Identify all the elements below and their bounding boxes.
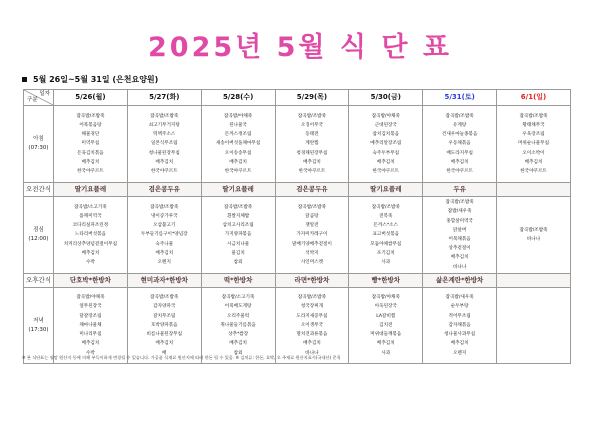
- menu-item: 순두부탕: [450, 304, 469, 310]
- corner-cell: [24, 90, 54, 106]
- menu-item: 비름나물된장무침: [146, 332, 183, 338]
- menu-item: 참치김치볶음: [372, 132, 400, 138]
- menu-item: 계란찜: [305, 141, 319, 147]
- meal-label: [24, 274, 54, 288]
- meal-label-line: 아침: [33, 136, 44, 142]
- menu-item: 참외: [233, 260, 243, 265]
- menu-cell: [54, 106, 128, 183]
- menu-item: 잡곡밥/조밥죽: [519, 227, 548, 233]
- menu-item: 현미과자*한방차: [140, 275, 188, 284]
- meal-label-line: 오전간식: [25, 185, 52, 193]
- meal-row: [24, 288, 571, 364]
- day-header: 5/29(목): [275, 90, 349, 106]
- menu-item: 말배기양배추겉절이: [291, 241, 332, 247]
- menu-item: 잡곡밥/새우죽: [445, 295, 474, 301]
- menu-item: 배추김치: [229, 159, 247, 165]
- menu-item: 얼무된장국: [79, 304, 102, 310]
- menu-item: 유계탕: [452, 122, 467, 128]
- menu-item: 우동채볶음: [448, 141, 471, 147]
- menu-item: 한국야쿠르트: [520, 169, 547, 174]
- menu-item: 어묵배도게탕: [224, 304, 252, 310]
- menu-item: 잡곡밥/조밥죽: [150, 295, 179, 301]
- menu-item: 청국장찌개: [300, 304, 324, 310]
- menu-item: 청나물사과무침: [444, 332, 476, 338]
- menu-cell: [497, 288, 571, 364]
- day-header: 5/28(수): [201, 90, 275, 106]
- menu-cell: [201, 197, 275, 274]
- menu-item: 잡곡밥/소고기죽: [221, 295, 255, 301]
- menu-cell: [423, 288, 497, 364]
- menu-item: 청나물된장무침: [148, 150, 180, 156]
- menu-item: 두유: [453, 184, 466, 193]
- menu-cell: [275, 106, 349, 183]
- menu-item: 돈육김치볶음: [77, 150, 104, 156]
- menu-item: 된나물국: [229, 122, 247, 128]
- menu-item: 전복죽: [379, 213, 393, 219]
- day-header: 5/30(금): [349, 90, 423, 106]
- menu-item: 잡곡밥/조밥죽: [297, 204, 327, 210]
- menu-item: 배추김치: [450, 341, 469, 347]
- menu-item: 모둠야채쌈무침: [370, 241, 402, 247]
- menu-item: 배추김치: [155, 250, 174, 256]
- menu-item: 바나나: [526, 237, 541, 242]
- menu-item: 단호박*한방차: [69, 275, 111, 284]
- day-header: 5/27(화): [127, 90, 201, 106]
- menu-item: 잡곡밥/조밥죽: [297, 113, 327, 119]
- menu-item: 김치전: [379, 322, 393, 328]
- menu-item: 느타리버섯볶음: [74, 232, 106, 238]
- menu-item: 감자양파국: [153, 304, 176, 310]
- day-header-sunday: 6/1(일): [497, 90, 571, 106]
- menu-item: 어묵볶음탕: [79, 122, 102, 128]
- menu-item: 잡곡밥/야채죽: [371, 295, 400, 301]
- menu-item: 바나나: [305, 350, 319, 356]
- menu-item: 삶은계란*한방차: [435, 275, 484, 284]
- menu-item: 빵*한방차: [371, 275, 401, 284]
- menu-item: 머위순나물무침: [517, 141, 550, 147]
- menu-item: 잡곡밥/조밥죽: [519, 113, 548, 119]
- menu-body: [24, 106, 571, 364]
- menu-item: 오이소박이: [522, 150, 545, 156]
- menu-item: 포기김치: [376, 250, 395, 256]
- day-header: 5/26(월): [54, 90, 128, 106]
- menu-item: 잡곡밥/조밥죽: [150, 113, 179, 119]
- menu-item: 틀깨미역국: [79, 213, 102, 219]
- snack-row: [24, 183, 571, 197]
- menu-item: 갈치무조림: [153, 313, 176, 319]
- menu-cell: [497, 197, 571, 274]
- menu-item: 닭곰탕: [305, 213, 319, 219]
- menu-item: 사인머스켓: [300, 260, 324, 265]
- menu-item: 배추김치: [303, 341, 321, 347]
- menu-item: 오이송송무침: [224, 150, 252, 156]
- menu-table: [23, 89, 571, 364]
- menu-item: 숙주나물: [155, 241, 174, 247]
- menu-item: 사과: [381, 350, 391, 356]
- menu-item: 배추김치: [450, 159, 469, 165]
- menu-item: 배추김치: [155, 159, 174, 165]
- menu-item: 딸기요플레: [370, 184, 402, 193]
- menu-cell: [423, 197, 497, 274]
- date-header-row: [24, 90, 571, 106]
- menu-cell: [497, 274, 571, 288]
- meal-label-line: 저녁: [33, 317, 44, 324]
- menu-cell: [349, 274, 423, 288]
- menu-item: 검은콩두유: [148, 184, 180, 193]
- menu-item: 배추김치: [155, 341, 174, 347]
- menu-item: 떡맥주소스: [153, 132, 176, 138]
- menu-item: 물김치: [231, 250, 245, 256]
- menu-item: 배추김치: [229, 341, 247, 347]
- menu-item: 쇠고기무거지탕: [148, 122, 180, 128]
- menu-item: 라면*한방차: [294, 275, 330, 284]
- meal-row: [24, 197, 571, 274]
- menu-item: 오이생무국: [300, 322, 324, 328]
- menu-item: 적어무조림: [448, 313, 471, 319]
- menu-item: 두부들기름구이*양념장: [140, 232, 188, 238]
- menu-item: 잡밥/새우죽: [447, 209, 472, 215]
- day-header-saturday: 5/31(토): [423, 90, 497, 106]
- menu-cell: [423, 183, 497, 197]
- menu-cell: [201, 274, 275, 288]
- menu-cell: [423, 274, 497, 288]
- menu-item: 배추김치: [450, 255, 469, 261]
- meal-label: [24, 106, 54, 183]
- menu-item: 청경채된장무침: [296, 150, 328, 156]
- menu-item: 돈까스*소스: [373, 223, 399, 229]
- menu-item: 미나리무침: [79, 332, 102, 338]
- menu-item: 잡곡밥/조밥죽: [297, 295, 327, 301]
- menu-item: 한국야쿠르트: [150, 169, 178, 174]
- menu-cell: [54, 274, 128, 288]
- menu-item: 검은콩두유: [296, 184, 328, 193]
- menu-item: 잡곡밥/조밥죽: [445, 113, 474, 119]
- menu-item: 호박양파볶음: [150, 322, 178, 328]
- menu-item: 사과: [381, 260, 391, 265]
- menu-item: 한국야쿠르트: [77, 169, 104, 174]
- menu-item: 오렌지: [452, 350, 467, 356]
- menu-item: 참외: [233, 350, 243, 356]
- menu-cell: [54, 183, 128, 197]
- menu-item: 배추김치: [81, 159, 100, 165]
- menu-item: 돈까스정조림: [224, 132, 252, 138]
- menu-item: 흰쌀지체밥: [227, 213, 250, 219]
- menu-item: 잡곡밥/소고기죽: [74, 204, 107, 210]
- page-title: 2025년 5월 식 단 표: [148, 32, 452, 63]
- menu-item: 어묵채볶음: [448, 237, 471, 242]
- menu-cell: [201, 106, 275, 183]
- menu-item: 황태채무국: [522, 122, 545, 128]
- menu-item: 잡곡밥/조밥죽: [150, 204, 179, 210]
- menu-cell: [275, 197, 349, 274]
- menu-item: 배도라지무침: [446, 150, 473, 156]
- menu-item: 가지양파볶음: [224, 232, 252, 238]
- menu-cell: [349, 197, 423, 274]
- menu-item: 잡곡밥/조밥죽: [371, 204, 400, 210]
- menu-cell: [201, 183, 275, 197]
- menu-cell: [349, 183, 423, 197]
- menu-item: 배추김치: [81, 250, 100, 256]
- meal-label-line: (17:30): [28, 326, 49, 333]
- menu-item: 숙주두부무침: [372, 150, 400, 156]
- meal-label-line: (07:30): [28, 145, 49, 151]
- menu-item: 치커리상추양념겉절이무침: [63, 241, 118, 247]
- menu-item: 감자채볶음: [448, 322, 471, 328]
- menu-item: 수박: [85, 350, 95, 356]
- menu-item: 한국야쿠르트: [446, 169, 473, 174]
- menu-item: 배추김치: [376, 341, 395, 347]
- menu-item: 오징어무국: [300, 122, 324, 128]
- menu-cell: [127, 197, 201, 274]
- meal-label: [24, 288, 54, 364]
- menu-cell: [275, 183, 349, 197]
- menu-cell: [497, 106, 571, 183]
- menu-item: 도라지새콩무침: [296, 313, 328, 319]
- menu-item: 동태전: [305, 132, 319, 138]
- menu-item: 떡*한방차: [223, 275, 253, 284]
- subtitle-text: 5월 26일~5월 31일 (은천요양원): [33, 75, 159, 84]
- menu-item: 배: [162, 350, 167, 356]
- menu-item: 채마나물채: [79, 322, 102, 328]
- menu-cell: [127, 106, 201, 183]
- menu-cell: [127, 274, 201, 288]
- menu-item: 삼치고사리조림: [222, 223, 254, 229]
- corner-date-label: 일자: [39, 91, 50, 97]
- menu-item: 홍합살미역국: [446, 218, 473, 224]
- snack-row: [24, 274, 571, 288]
- menu-item: 잡곡밥/야채죽: [371, 113, 400, 119]
- bullet-square-icon: [22, 77, 27, 82]
- menu-item: 해물경단: [81, 132, 100, 138]
- menu-item: 바나나: [452, 264, 467, 270]
- menu-item: 오삼불고기: [153, 223, 176, 229]
- menu-item: LA갈비찜: [376, 313, 396, 319]
- menu-item: 건새우마늘종볶음: [441, 132, 478, 138]
- menu-cell: [275, 274, 349, 288]
- meal-label: [24, 183, 54, 197]
- menu-cell: [54, 288, 128, 364]
- menu-item: 상추겉절이: [448, 246, 471, 252]
- meal-label-line: 점심: [33, 227, 44, 233]
- menu-item: 잿알전: [305, 223, 319, 229]
- menu-cell: [127, 288, 201, 364]
- menu-item: 오렌지: [157, 260, 171, 265]
- menu-item: 딸기요플레: [74, 184, 107, 193]
- meal-label: [24, 197, 54, 274]
- menu-cell: [201, 288, 275, 364]
- meal-label-line: (12:00): [28, 236, 49, 242]
- menu-cell: [275, 288, 349, 364]
- week-subtitle: [22, 74, 158, 85]
- menu-item: 수박: [85, 260, 95, 265]
- menu-item: 배추김치: [524, 159, 543, 165]
- menu-cell: [349, 288, 423, 364]
- footnote: ※ 본 식단표는 월말 원산지 등에 의해 부득이하게 변경될 수 있습니다. 가공품 식재료 원산지에 따라 한돈 될 수 있음. ※ 김치류: 한돈, 호박, 오 주재료 원산지표시(국내산) 준칙: [22, 355, 341, 360]
- menu-item: 배추김치: [376, 159, 395, 165]
- menu-item: 일본식무조림: [150, 141, 178, 147]
- menu-item: 한국야쿠르트: [298, 169, 326, 174]
- menu-item: 잡곡밥/조밥죽: [224, 204, 253, 210]
- corner-category-label: 구분: [27, 97, 38, 103]
- menu-item: 한국야쿠르트: [372, 169, 400, 174]
- menu-item: 표고버섯볶음: [372, 232, 400, 238]
- menu-item: 잡곡밥/야채죽: [224, 113, 253, 119]
- menu-item: 잡곡밥/조밥죽: [76, 113, 105, 119]
- menu-cell: [127, 183, 201, 197]
- menu-item: 달걀장조림: [79, 313, 102, 319]
- menu-item: 배추김치: [303, 159, 321, 165]
- menu-item: 멸치견과류볶음: [296, 332, 328, 338]
- menu-item: 취나물들기름볶음: [220, 322, 256, 328]
- menu-cell: [349, 106, 423, 183]
- menu-cell: [54, 197, 128, 274]
- menu-item: 시금치나물: [227, 241, 250, 247]
- menu-item: 코다리실파조린정: [72, 223, 109, 229]
- menu-item: 석박지: [305, 250, 319, 256]
- menu-item: 딸기요플레: [222, 184, 254, 193]
- menu-cell: [423, 106, 497, 183]
- meal-row: [24, 106, 571, 183]
- menu-item: 오리주물럭: [227, 313, 250, 319]
- menu-item: 닭살버: [452, 227, 467, 233]
- menu-item: 냉이콩가루국: [150, 213, 178, 219]
- menu-item: 한국야쿠르트: [224, 169, 252, 174]
- menu-item: 메추리알장조림: [370, 141, 402, 147]
- menu-item: 새송이버섯돌채마무침: [215, 141, 261, 147]
- menu-item: 배추김치: [81, 341, 100, 347]
- menu-item: 잡곡밥/야채죽: [76, 295, 105, 301]
- meal-label-line: 오후간식: [25, 276, 52, 284]
- menu-item: 아욱된장국: [374, 304, 397, 310]
- menu-item: 상추*쌈장: [228, 332, 249, 338]
- menu-item: 우육장조림: [522, 132, 545, 138]
- menu-item: 미역무침: [81, 141, 100, 147]
- menu-item: 가자미카레구이: [296, 232, 328, 238]
- menu-cell: [497, 183, 571, 197]
- menu-item: 머위대들깨볶음: [370, 332, 402, 338]
- menu-item: 근대된장국: [374, 122, 397, 128]
- menu-item: 잡곡밥/조밥죽: [445, 200, 474, 206]
